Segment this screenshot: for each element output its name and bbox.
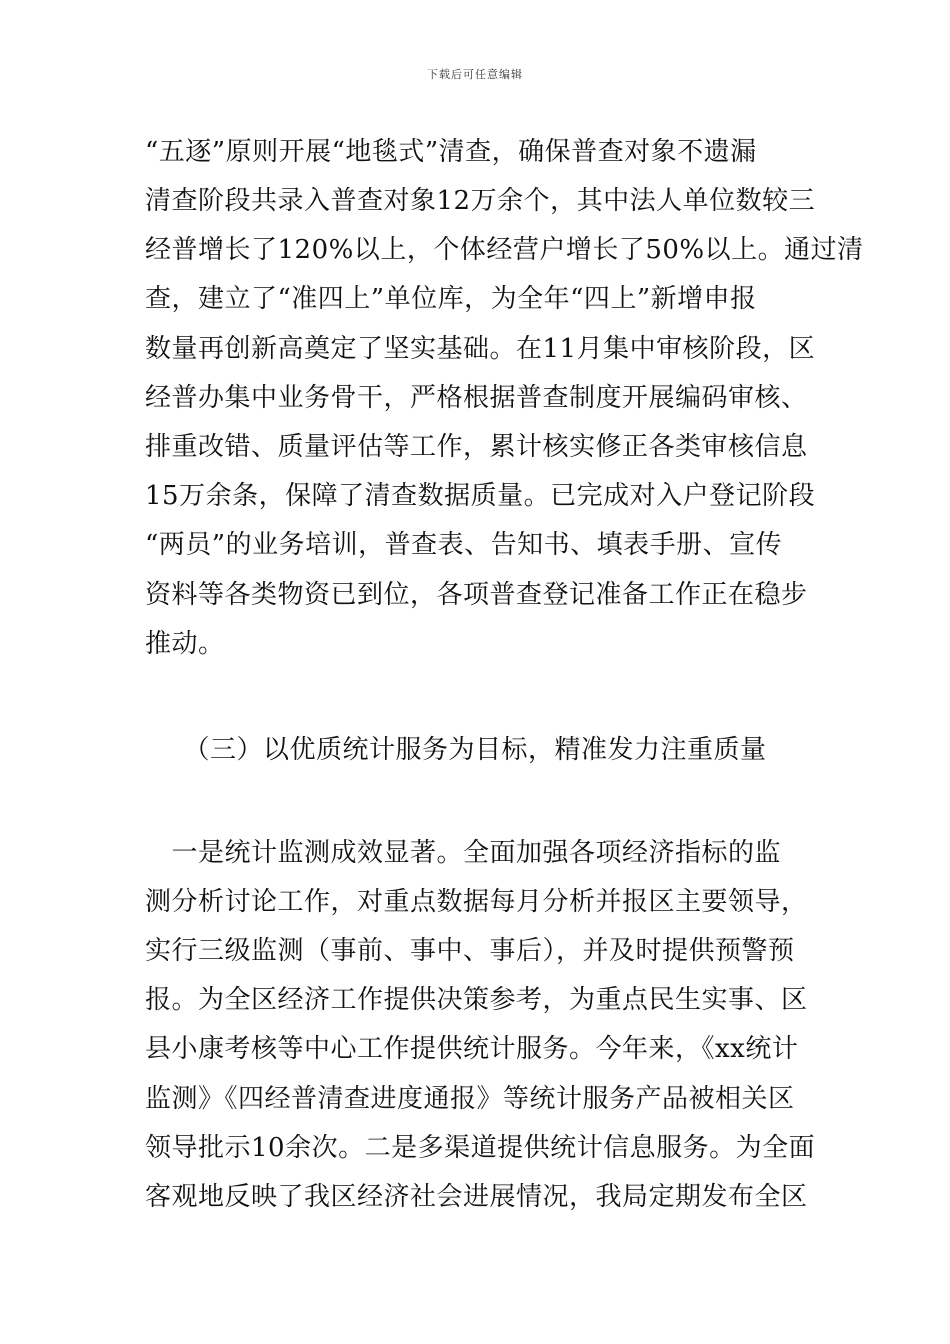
text-line: 测分析讨论工作，对重点数据每月分析并报区主要领导，: [145, 887, 808, 917]
text-line: 报。为全区经济工作提供决策参考，为重点民生实事、区: [145, 985, 808, 1015]
text-line: 监测》《四经普清查进度通报》等统计服务产品被相关区: [145, 1084, 795, 1114]
text-line: 推动。: [145, 629, 225, 659]
text-line: 资料等各类物资已到位，各项普查登记准备工作正在稳步: [145, 580, 808, 610]
text-line: “两员”的业务培训，普查表、告知书、填表手册、宣传: [145, 530, 783, 560]
text-line: 数量再创新高奠定了坚实基础。在11月集中审核阶段，区: [145, 334, 816, 364]
text-line: 客观地反映了我区经济社会进展情况，我局定期发布全区: [145, 1182, 808, 1212]
text-line: 一是统计监测成效显著。全面加强各项经济指标的监: [145, 838, 782, 868]
text-line: 县小康考核等中心工作提供统计服务。今年来，《xx统计: [145, 1034, 799, 1064]
section-heading: （三）以优质统计服务为目标，精准发力注重质量: [183, 735, 767, 765]
text-line: 15万余条，保障了清查数据质量。已完成对入户登记阶段: [145, 481, 816, 511]
text-line: 领导批示10余次。二是多渠道提供统计信息服务。为全面: [145, 1133, 816, 1163]
text-line: 经普增长了120%以上，个体经营户增长了50%以上。通过清: [145, 235, 864, 265]
text-line: 查，建立了“准四上”单位库，为全年“四上”新增申报: [145, 284, 757, 314]
header-note: 下载后可任意编辑: [427, 68, 523, 81]
text-line: 清查阶段共录入普查对象12万余个，其中法人单位数较三: [145, 186, 816, 216]
text-line: 经普办集中业务骨干，严格根据普查制度开展编码审核、: [145, 383, 808, 413]
text-line: 排重改错、质量评估等工作，累计核实修正各类审核信息: [145, 432, 808, 462]
text-line: “五逐”原则开展“地毯式”清查，确保普查对象不遗漏: [145, 137, 757, 167]
text-line: 实行三级监测（事前、事中、事后），并及时提供预警预: [145, 936, 795, 966]
